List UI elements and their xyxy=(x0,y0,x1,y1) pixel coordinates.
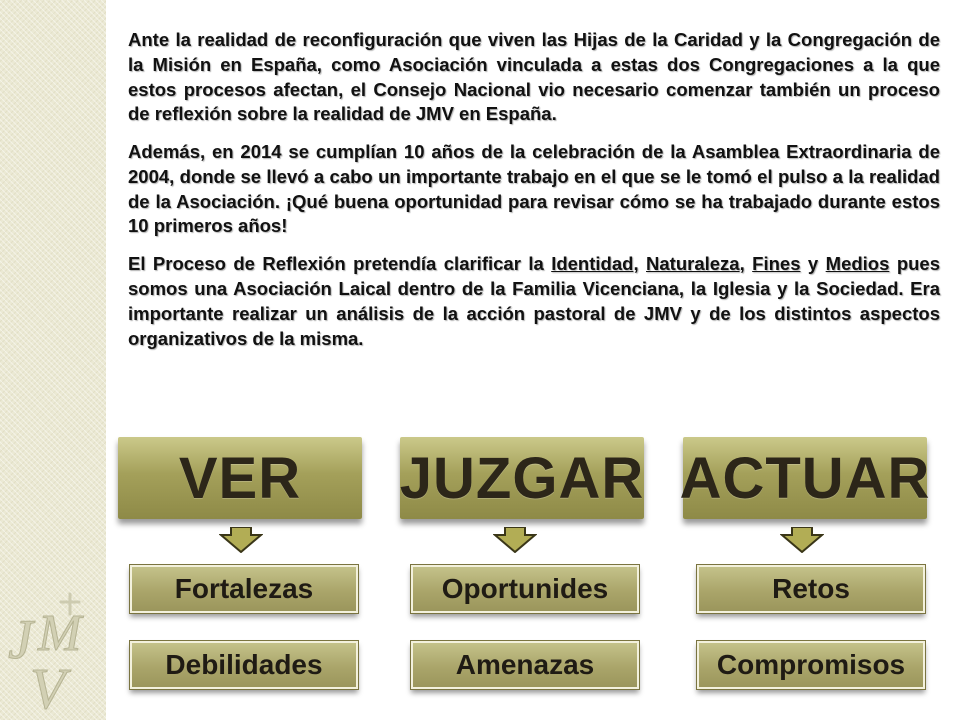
stage-actuar: ACTUAR xyxy=(683,437,927,519)
term-naturaleza: Naturaleza xyxy=(646,253,740,275)
box-amenazas: Amenazas xyxy=(411,641,639,689)
svg-text:V: V xyxy=(30,656,66,716)
sep: , xyxy=(739,253,753,275)
term-identidad: Identidad xyxy=(551,253,634,275)
box-fortalezas: Fortalezas xyxy=(130,565,358,613)
sep: y xyxy=(800,253,826,275)
stage-ver: VER xyxy=(118,437,362,519)
svg-text:J: J xyxy=(8,609,33,671)
stage-juzgar: JUZGAR xyxy=(400,437,644,519)
body-text xyxy=(128,28,940,364)
sep: , xyxy=(633,253,647,275)
paragraph-proceso xyxy=(128,252,940,351)
jmv-logo xyxy=(4,588,104,716)
arrow-down-icon xyxy=(780,527,824,553)
paragraph-reconfiguracion: Ante la realidad de reconfiguración que viven las Hijas de la Caridad y la Congregación de la Misión en España, como Asociación vinculada a estas dos Congregaciones a la que estos procesos afectan, el Consejo Nacional vio necesario comenzar también un proceso de reflexión sobre la realidad de JMV en España. xyxy=(128,29,940,125)
arrow-down-icon xyxy=(493,527,537,553)
paragraph-proceso-rest: pues somos una Asociación Laical dentro de la Familia Vicenciana, la Iglesia y la Sociedad. Era importante realizar un análisis de la acción pastoral de JMV y de los distintos aspectos organizativos de la misma. xyxy=(128,253,941,349)
term-fines: Fines xyxy=(752,253,801,275)
sidebar-band xyxy=(0,0,106,720)
svg-text:M: M xyxy=(38,605,82,662)
box-debilidades: Debilidades xyxy=(130,641,358,689)
box-compromisos: Compromisos xyxy=(697,641,925,689)
term-medios: Medios xyxy=(825,253,890,275)
arrow-down-icon xyxy=(219,527,263,553)
paragraph-proceso-intro: El Proceso de Reflexión pretendía clarificar la xyxy=(128,253,552,275)
box-oportunidades: Oportunides xyxy=(411,565,639,613)
box-retos: Retos xyxy=(697,565,925,613)
paragraph-asamblea: Además, en 2014 se cumplían 10 años de la celebración de la Asamblea Extraordinaria de 2004, donde se llevó a cabo un importante trabajo en el que se le tomó el pulso a la realidad de la Asociación. ¡Qué buena oportunidad para revisar cómo se ha trabajado durante estos 10 primeros años! xyxy=(128,141,940,237)
